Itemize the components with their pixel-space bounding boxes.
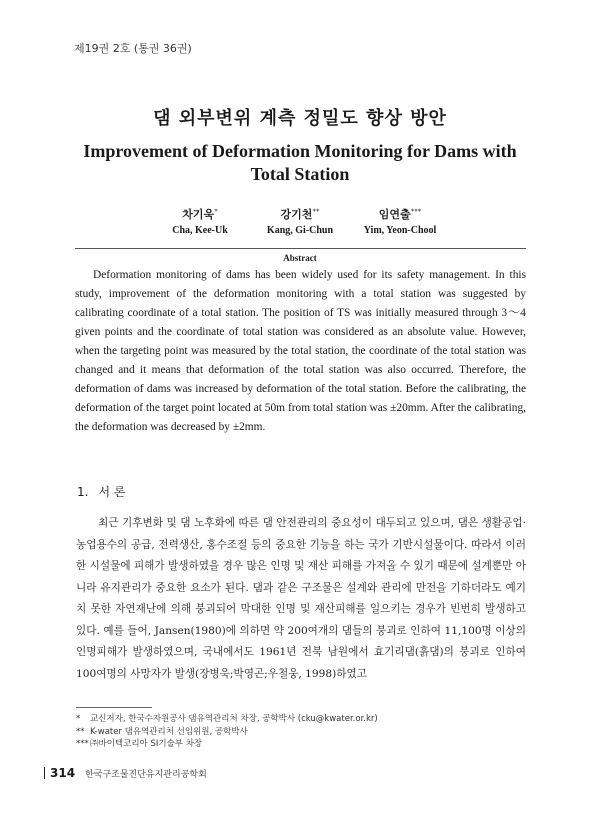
author-mark: **	[312, 207, 320, 216]
author-mark: *	[214, 207, 218, 216]
author-list	[150, 206, 450, 240]
introduction-paragraph: 최근 기후변화 및 댐 노후화에 따른 댐 안전관리의 중요성이 대두되고 있으며, 댐은 생활공업·농업용수의 공급, 전력생산, 홍수조절 등의 중요한 기능을 하는 국가 기반시설물이다. 따라서 이러한 시설물에 피해가 발생하였을 경우 많은 인명 및 재산 피해를 가져올 수 있기 때문에 설계뿐만 아니라 유지관리가 중요한 요소가 된다. 댐과 같은 구조물은 설계와 관리에 만전을 기하더라도 예기치 못한 자연재난에 의해 붕괴되어 막대한 인명 및 재산피해를 일으키는 경우가 빈번히 발생하고 있다. 예를 들어, Jansen(1980)에 의하면 약 200여개의 댐들의 붕괴로 인하여 11,100명 이상의 인명피해가 발생하였으며, 국내에서도 1961년 전북 남원에서 효기리댐(흙댐)의 붕괴로 인하여 100여명의 사망자가 발생(장병욱;박영곤;우철웅, 1998)하였고	[76, 517, 526, 680]
section-number: 1.	[77, 485, 89, 499]
journal-name: 한국구조물진단유지관리공학회	[85, 769, 207, 780]
footnote	[76, 726, 526, 739]
footnote-text: 교신저자, 한국수자원공사 댐유역관리처 차장, 공학박사 (cku@kwater.or.kr)	[90, 714, 378, 724]
section-heading	[77, 483, 135, 500]
footnote-mark: ***	[76, 739, 89, 749]
author-name-en: Yim, Yeon-Chool	[363, 225, 437, 236]
footnote	[76, 713, 526, 726]
author-name-ko: 차기욱	[182, 208, 215, 221]
section-title: 서 론	[98, 485, 126, 499]
abstract-heading: Abstract	[283, 253, 317, 263]
author-mark: ***	[410, 207, 422, 216]
author-name-ko: 강기천	[280, 208, 313, 221]
abstract-divider	[75, 248, 526, 249]
title-korean: 댐 외부변위 계측 정밀도 향상 방안	[153, 108, 447, 129]
page-number: 314	[50, 766, 76, 780]
footer-bar	[44, 767, 45, 779]
footnotes	[76, 713, 526, 751]
author-2	[245, 206, 355, 236]
running-head: 제19권 2호 (통권 36권)	[74, 42, 192, 55]
footnote	[76, 738, 526, 751]
author-3	[345, 206, 455, 236]
author-name-ko: 임연출	[378, 208, 411, 221]
page-footer	[44, 766, 207, 780]
footnote-text: K-water 댐유역관리처 선임위원, 공학박사	[90, 726, 248, 737]
author-name-en: Cha, Kee-Uk	[172, 225, 228, 236]
abstract-body: Deformation monitoring of dams has been widely used for its safety management. In this study, improvement of the deformation monitoring with a total station was suggested by calibrating coordinate of a total station. The position of TS was initially measured through 3～4 given points and the coordinate of total station was considered as an absolute value. However, when the targeting point was measured by the total station, the coordinate of the total station was changed and it means that deformation of the total station was also occurred. Therefore, the deformation of dams was increased by deformation of the total station. Before the calibrating, the deformation of the target point located at 50m from total station was ±20mm. After the calibrating, the deformation was decreased by ±2mm.	[75, 269, 526, 433]
footnote-text: ㈜바이텍코리아 SI기술부 차장	[90, 739, 203, 749]
author-1	[150, 206, 250, 236]
footnote-divider	[76, 707, 152, 708]
title-english: Improvement of Deformation Monitoring for Dams with Total Station	[83, 141, 517, 184]
author-name-en: Kang, Gi-Chun	[266, 225, 334, 236]
footnote-mark: *	[76, 714, 81, 724]
footnote-mark: **	[76, 726, 85, 737]
